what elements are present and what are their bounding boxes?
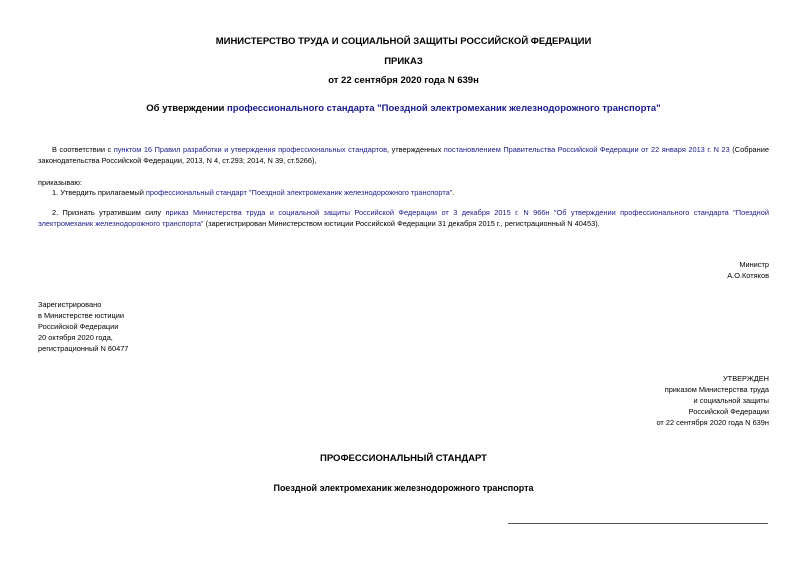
standard-name: Поездной электромеханик железнодорожного транспорта (273, 483, 534, 493)
p4-text-a: 2. Признать утратившим силу (52, 208, 166, 217)
p3-text-b: . (452, 188, 455, 197)
p1-text-c: (Собрание законодательства Российской Федерации, 2013, N 4, ст.293; 2014, N 39, ст.5266), (38, 145, 769, 165)
previous-order-link[interactable]: приказ Министерства труда и социальной защиты Российской Федерации от 3 декабря 2015 г. N 966н "Об утверждении профессионального стандарта "Поездной электромеханик железнодорожного транспорта" (38, 208, 770, 228)
approval-block (656, 373, 769, 428)
order-title-link[interactable]: профессионального стандарта "Поездной электромеханик железнодорожного транспорта" (227, 103, 661, 114)
approval-line: приказом Министерства труда (664, 385, 769, 394)
approval-line: от 22 сентября 2020 года N 639н (656, 418, 769, 427)
p1-text-a: В соответствии с (52, 145, 114, 154)
paragraph-item-2 (38, 207, 769, 229)
standard-heading: ПРОФЕССИОНАЛЬНЫЙ СТАНДАРТ (320, 453, 487, 464)
doc-type-heading: ПРИКАЗ (384, 56, 423, 67)
p3-text-a: 1. Утвердить прилагаемый (52, 188, 146, 197)
p4-text-b: (зарегистрирован Министерством юстиции Российской Федерации 31 декабря 2015 г., регистрационный N 40453). (203, 219, 600, 228)
approval-line: УТВЕРЖДЕН (722, 374, 769, 383)
signature-name: А.О.Котяков (727, 271, 769, 280)
registration-line: 20 октября 2020 года, (38, 333, 113, 342)
paragraph-item-1 (38, 187, 769, 198)
government-decree-link[interactable]: постановлением Правительства Российской Федерации от 22 января 2013 г. N 23 (443, 145, 730, 154)
registration-line: в Министерстве юстиции (38, 311, 125, 320)
registration-line: Зарегистрировано (38, 300, 102, 309)
approval-line: Российской Федерации (688, 407, 769, 416)
order-title-prefix: Об утверждении (146, 103, 228, 114)
paragraph-order: приказываю: (38, 178, 82, 187)
order-date-number: от 22 сентября 2020 года N 639н (328, 75, 479, 86)
rules-link[interactable]: пунктом 16 Правил разработки и утверждения профессиональных стандартов (113, 145, 387, 154)
registration-line: регистрационный N 60477 (38, 344, 129, 353)
divider-line (508, 523, 768, 524)
ministry-heading: МИНИСТЕРСТВО ТРУДА И СОЦИАЛЬНОЙ ЗАЩИТЫ РОССИЙСКОЙ ФЕДЕРАЦИИ (215, 36, 592, 47)
registration-block (38, 299, 128, 354)
signature-block (727, 259, 769, 281)
standard-link[interactable]: профессиональный стандарт "Поездной электромеханик железнодорожного транспорта" (145, 188, 453, 197)
registration-line: Российской Федерации (38, 322, 119, 331)
paragraph-legal-basis (38, 144, 769, 166)
signature-position: Министр (739, 260, 769, 269)
order-title (0, 103, 807, 114)
approval-line: и социальной защиты (693, 396, 769, 405)
p1-text-b: , утвержденных (387, 145, 444, 154)
